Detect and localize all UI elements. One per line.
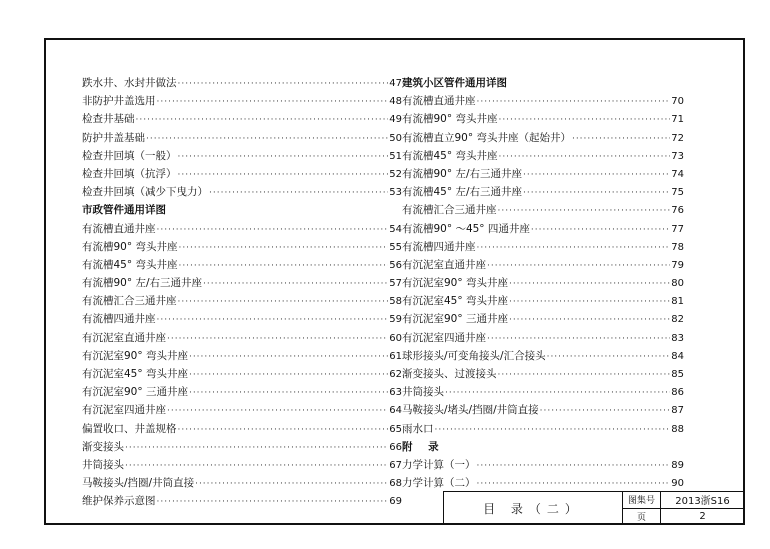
toc-entry-page: 73 — [671, 150, 684, 162]
toc-entry-page: 52 — [389, 168, 402, 180]
dot-leader — [572, 130, 670, 148]
dot-leader — [509, 275, 670, 293]
dot-leader — [209, 184, 388, 202]
toc-entry-title: 有流槽四通井座 — [82, 313, 156, 326]
toc-entry — [82, 347, 402, 365]
title-block — [443, 491, 745, 525]
dot-leader — [189, 366, 388, 384]
toc-entry-title: 有流槽直立90° 弯头井座（起始井） — [402, 131, 571, 144]
toc-right-column — [402, 74, 684, 492]
toc-entry-page: 66 — [389, 441, 402, 453]
dot-leader — [178, 257, 388, 275]
toc-entry-title: 有沉泥室直通井座 — [82, 331, 166, 344]
dot-leader — [146, 130, 388, 148]
toc-entry — [82, 129, 402, 147]
toc-entry-page: 71 — [671, 114, 684, 126]
atlas-number-label: 图集号 — [623, 492, 661, 508]
toc-entry — [82, 238, 402, 256]
toc-entry-title: 有沉泥室45° 弯头井座 — [402, 295, 508, 308]
toc-entry-title: 有沉泥室90° 弯头井座 — [82, 349, 188, 362]
toc-right-group-a — [402, 92, 684, 438]
toc-entry-page: 54 — [389, 223, 402, 235]
toc-entry — [402, 365, 684, 383]
dot-leader — [178, 166, 389, 184]
toc-entry — [82, 329, 402, 347]
toc-entry-title: 有沉泥室90° 三通井座 — [402, 313, 508, 326]
section-heading-appendix: 附 录 — [402, 440, 445, 453]
toc-entry-title: 力学计算（一） — [402, 458, 476, 471]
toc-entry — [402, 256, 684, 274]
title-block-atlas-row — [623, 492, 744, 508]
toc-entry-page: 53 — [389, 187, 402, 199]
toc-entry-page: 87 — [671, 405, 684, 417]
toc-entry — [82, 365, 402, 383]
toc-entry-title: 检查井回填（一般） — [82, 149, 177, 162]
toc-entry-title: 有流槽90° 左/右三通井座 — [402, 167, 522, 180]
dot-leader — [477, 457, 671, 475]
toc-entry — [82, 147, 402, 165]
dot-leader — [125, 457, 388, 475]
toc-entry-title: 检查井基础 — [82, 113, 135, 126]
toc-entry — [82, 165, 402, 183]
page-label: 页 — [623, 509, 661, 525]
toc-entry — [402, 238, 684, 256]
toc-entry-title: 马鞍接头/挡圈/井筒直接 — [82, 477, 195, 490]
toc-entry — [402, 165, 684, 183]
toc-entry — [402, 183, 684, 201]
toc-entry-page: 78 — [671, 241, 684, 253]
toc-entry-title: 偏置收口、井盖规格 — [82, 422, 177, 435]
dot-leader — [498, 366, 671, 384]
dot-leader — [477, 93, 671, 111]
toc-entry — [82, 220, 402, 238]
toc-entry-title: 有流槽90° 左/右三通井座 — [82, 277, 202, 290]
toc-entry-title: 雨水口 — [402, 422, 434, 435]
toc-entry-page: 63 — [389, 387, 402, 399]
toc-entry-title: 非防护井盖选用 — [82, 95, 156, 108]
toc-entry — [82, 456, 402, 474]
toc-entry-page: 77 — [671, 223, 684, 235]
toc-entry-page: 62 — [389, 369, 402, 380]
toc-entry — [82, 292, 402, 310]
dot-leader — [498, 202, 671, 220]
toc-entry — [402, 474, 684, 492]
section-heading-residential: 建筑小区管件通用详图 — [402, 77, 507, 89]
toc-entry-page: 56 — [389, 259, 402, 271]
toc-entry-title: 有流槽45° 弯头井座 — [402, 149, 498, 162]
dot-leader — [189, 348, 388, 366]
toc-entry-title: 有流槽90° 弯头井座 — [402, 113, 498, 126]
toc-entry-title: 有流槽直通井座 — [402, 95, 476, 108]
toc-entry-title: 有沉泥室90° 弯头井座 — [402, 277, 508, 290]
toc-entry-page: 57 — [389, 278, 402, 290]
toc-entry-title: 有沉泥室90° 三通井座 — [82, 386, 188, 399]
toc-entry-page: 85 — [671, 369, 684, 380]
title-block-grid — [623, 492, 744, 524]
dot-leader — [487, 330, 670, 348]
dot-leader — [498, 148, 670, 166]
toc-entry-page: 82 — [671, 314, 684, 326]
toc-entry-title: 马鞍接头/堵头/挡圈/井筒直接 — [402, 404, 539, 417]
toc-entry-title: 有沉泥室四通井座 — [402, 331, 486, 344]
dot-leader — [203, 275, 388, 293]
toc-entry-page: 64 — [389, 405, 402, 417]
toc-entry — [402, 92, 684, 110]
toc-entry-page: 86 — [671, 387, 684, 399]
drawing-frame — [44, 38, 745, 525]
toc-entry-title: 井筒接头 — [402, 386, 444, 399]
toc-entry — [82, 110, 402, 128]
toc-entry-title: 检查井回填（减少下曳力） — [82, 186, 208, 199]
toc-entry-title: 有沉泥室直通井座 — [402, 258, 486, 271]
dot-leader — [523, 184, 670, 202]
toc-entry — [402, 201, 684, 219]
toc-entry — [402, 147, 684, 165]
dot-leader — [189, 384, 388, 402]
toc-entry — [402, 383, 684, 401]
toc-entry-title: 渐变接头 — [82, 440, 124, 453]
toc-entry-title: 有流槽直通井座 — [82, 222, 156, 235]
dot-leader — [136, 111, 389, 129]
toc-entry-page: 68 — [389, 478, 402, 490]
section-heading-municipal: 市政管件通用详图 — [82, 204, 166, 217]
dot-leader — [178, 293, 389, 311]
title-block-title: 目 录（二） — [444, 492, 623, 524]
dot-leader — [540, 402, 671, 420]
toc-entry-page: 58 — [389, 296, 402, 308]
toc-entry — [402, 329, 684, 347]
dot-leader — [157, 311, 389, 329]
dot-leader — [178, 148, 389, 166]
toc-entry-page: 79 — [671, 259, 684, 271]
toc-entry-page: 80 — [671, 278, 684, 290]
toc-entry — [402, 274, 684, 292]
toc-entry-page: 81 — [671, 296, 684, 308]
dot-leader — [509, 311, 670, 329]
toc-entry-page: 70 — [671, 96, 684, 108]
toc-entry — [402, 310, 684, 328]
toc-entry-title: 球形接头/可变角接头/汇合接头 — [402, 349, 546, 362]
dot-leader — [157, 93, 389, 111]
toc-entry — [82, 438, 402, 456]
toc-right-group-b — [402, 456, 684, 492]
toc-entry — [82, 310, 402, 328]
toc-entry-title: 维护保养示意图 — [82, 495, 156, 508]
toc-entry-page: 51 — [389, 150, 402, 162]
toc-entry-page: 88 — [671, 423, 684, 435]
dot-leader — [157, 493, 389, 511]
toc-entry-title: 跌水井、水封井做法 — [82, 77, 177, 89]
dot-leader — [167, 402, 388, 420]
toc-entry — [82, 74, 402, 92]
toc-entry — [82, 401, 402, 419]
toc-entry — [402, 110, 684, 128]
toc-entry-page: 90 — [671, 478, 684, 490]
title-block-page-row — [623, 508, 744, 525]
dot-leader — [498, 111, 670, 129]
toc-left-column — [82, 74, 402, 511]
toc-entry-title: 有流槽汇合三通井座 — [82, 295, 177, 308]
toc-entry — [402, 456, 684, 474]
toc-entry — [82, 383, 402, 401]
toc-entry-page: 48 — [389, 96, 402, 108]
dot-leader — [195, 475, 388, 493]
toc-entry-title: 有流槽90° 弯头井座 — [82, 240, 178, 253]
toc-entry-title: 有沉泥室四通井座 — [82, 404, 166, 417]
toc-left-group-b — [82, 220, 402, 511]
toc-entry-title: 井筒接头 — [82, 458, 124, 471]
toc-entry-title: 防护井盖基础 — [82, 131, 145, 144]
toc-entry-title: 检查井回填（抗浮） — [82, 167, 177, 180]
toc-entry-title: 有流槽四通井座 — [402, 240, 476, 253]
dot-leader — [509, 293, 670, 311]
toc-entry-page: 83 — [671, 332, 684, 344]
toc-entry-page: 65 — [389, 423, 402, 435]
atlas-number-value: 2013浙S16 — [675, 496, 730, 508]
dot-leader — [125, 439, 388, 457]
toc-entry-page: 60 — [389, 332, 402, 344]
toc-entry-page: 61 — [389, 350, 402, 362]
dot-leader — [435, 421, 671, 439]
dot-leader — [477, 239, 671, 257]
toc-entry-title: 有流槽45° 左/右三通井座 — [402, 186, 522, 199]
toc-left-group-a — [82, 74, 402, 201]
toc-entry-page: 89 — [671, 459, 684, 471]
toc-entry-page: 75 — [671, 187, 684, 199]
toc-entry-page: 47 — [389, 78, 402, 89]
toc-entry — [82, 183, 402, 201]
toc-entry-page: 74 — [671, 168, 684, 180]
toc-entry-page: 67 — [389, 459, 402, 471]
toc-entry — [402, 129, 684, 147]
toc-entry — [402, 292, 684, 310]
toc-entry — [82, 492, 402, 510]
toc-entry-page: 84 — [671, 350, 684, 362]
toc-entry-title: 有沉泥室45° 弯头井座 — [82, 368, 188, 380]
toc-entry — [402, 420, 684, 438]
page-number-value: 2 — [699, 510, 706, 522]
toc-entry-page: 49 — [389, 114, 402, 126]
toc-entry — [82, 420, 402, 438]
dot-leader — [445, 384, 670, 402]
toc-entry-page: 55 — [389, 241, 402, 253]
toc-entry-title: 有流槽90° ～45° 四通井座 — [402, 222, 530, 235]
toc-entry-page: 76 — [671, 205, 684, 217]
dot-leader — [178, 421, 389, 439]
dot-leader — [178, 75, 389, 93]
dot-leader — [547, 348, 671, 366]
toc-entry — [402, 347, 684, 365]
dot-leader — [523, 166, 670, 184]
toc-entry — [82, 474, 402, 492]
toc-entry — [82, 256, 402, 274]
toc-entry-title: 有流槽45° 弯头井座 — [82, 258, 178, 271]
toc-entry — [402, 401, 684, 419]
dot-leader — [531, 221, 670, 239]
toc-entry — [82, 92, 402, 110]
toc-entry-title: 渐变接头、过渡接头 — [402, 368, 497, 380]
toc-entry — [402, 220, 684, 238]
toc-entry-title: 力学计算（二） — [402, 477, 476, 490]
toc-entry — [82, 274, 402, 292]
toc-entry-page: 72 — [671, 132, 684, 144]
dot-leader — [487, 257, 670, 275]
toc-entry-page: 69 — [389, 496, 402, 508]
toc-entry-page: 59 — [389, 314, 402, 326]
dot-leader — [178, 239, 388, 257]
toc-entry-title: 有流槽汇合三通井座 — [402, 204, 497, 217]
dot-leader — [167, 330, 388, 348]
toc-entry-page: 50 — [389, 132, 402, 144]
dot-leader — [157, 221, 389, 239]
